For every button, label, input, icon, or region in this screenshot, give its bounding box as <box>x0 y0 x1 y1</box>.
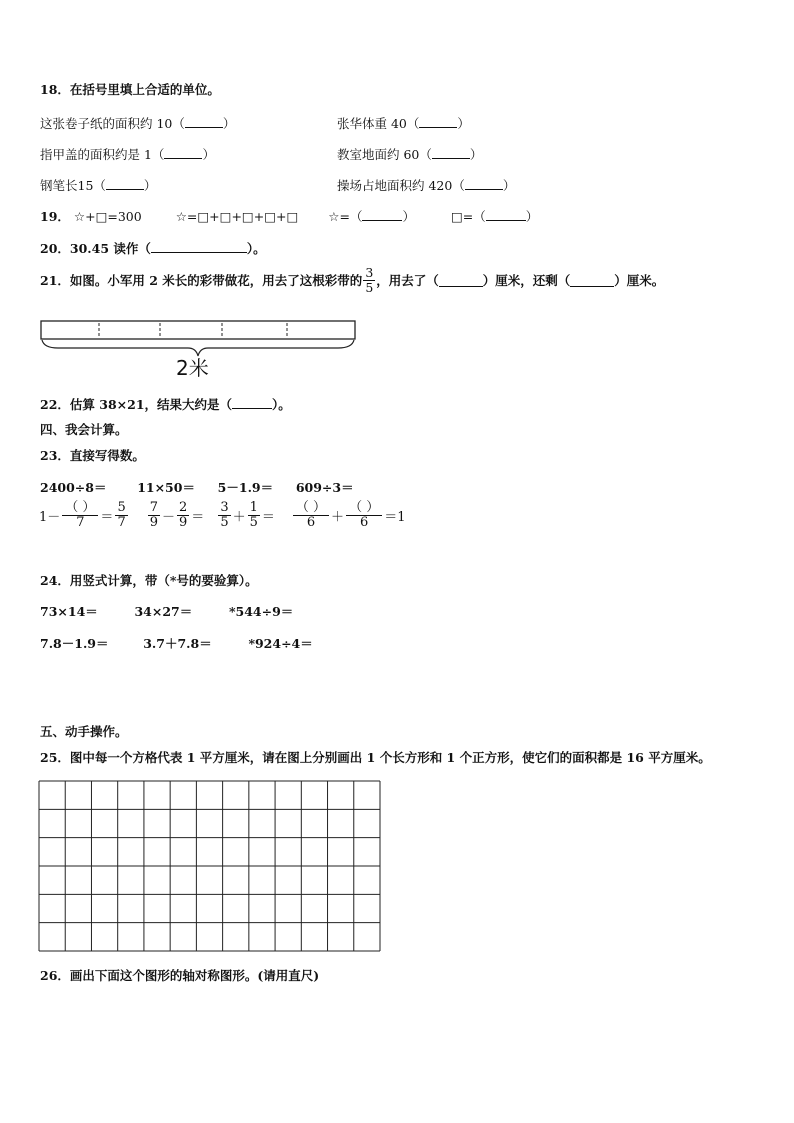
answer-blank[interactable] <box>486 208 526 221</box>
answer-blank[interactable] <box>151 240 247 253</box>
q22-line: 22．估算 38×21，结果大约是（ ）。 <box>40 397 291 412</box>
q24-title: 24．用竖式计算，带（*号的要验算）。 <box>40 573 258 588</box>
answer-blank[interactable] <box>419 115 457 128</box>
q23-title: 23．直接写得数。 <box>40 448 145 463</box>
answer-blank[interactable] <box>432 146 470 159</box>
q21-line: 21．如图。小军用 2 米长的彩带做花，用去了这根彩带的 $\frac{3}{5}$ ，用去了（ ）厘米，还剩（ ）厘米。 <box>40 265 665 295</box>
q20-line: 20．30.45 读作（ ）。 <box>40 241 266 256</box>
q19-square: □=（ <box>450 209 486 224</box>
fraction-blank-6: $\frac{( )}{6}$ <box>346 501 382 530</box>
q19-number: 19． <box>40 209 70 224</box>
fraction-blank-7: $\frac{( )}{7}$ <box>62 501 98 530</box>
q18-item-5: 钢笔长15（ ） <box>40 178 157 193</box>
fraction-2-9: $\frac{2}{9}$ <box>179 500 188 530</box>
section-5-heading: 五、动手操作。 <box>40 724 128 739</box>
answer-blank[interactable] <box>465 177 503 190</box>
q23-row2: 1－ $\frac{( )}{7}$ ＝ $\frac{5}{7}$ $\frac{7}{9}$ － $\frac{2}{9}$ ＝ $\frac{3}{5}$ ＋ $\frac{1}{5}$ ＝ $\frac{( )}{6}$ ＋ $\frac{( )}{6}$ ＝1 <box>39 500 406 530</box>
answer-blank[interactable] <box>232 396 272 409</box>
fraction-3-5: $\frac{3}{5}$ <box>365 265 374 295</box>
answer-blank[interactable] <box>570 274 614 287</box>
q18-item-4: 教室地面约 60（ ） <box>337 147 483 162</box>
q19-eq2: ☆=□+□+□+□+□ <box>175 209 299 224</box>
q25-title: 25．图中每一个方格代表 1 平方厘米，请在图上分别画出 1 个长方形和 1 个正方形，使它们的面积都是 16 平方厘米。 <box>40 750 711 765</box>
answer-blank[interactable] <box>164 146 202 159</box>
section-4-heading: 四、我会计算。 <box>40 422 128 437</box>
answer-blank[interactable] <box>362 208 402 221</box>
q19-eq1: ☆+□=300 <box>73 209 142 224</box>
q19-line: 19． ☆+□=300 ☆=□+□+□+□+□ ☆=（ ） □=（ ） <box>40 209 539 224</box>
fraction-3-5: $\frac{3}{5}$ <box>220 500 229 530</box>
ribbon-bar <box>41 321 355 339</box>
q24-row2: 7.8－1.9＝ 3.7＋7.8＝ *924÷4＝ <box>40 636 313 651</box>
q18-item-6: 操场占地面积约 420（ ） <box>337 178 516 193</box>
q19-star: ☆=（ <box>328 209 363 224</box>
q18-title: 18．在括号里填上合适的单位。 <box>40 82 220 97</box>
q18-item-3: 指甲盖的面积约是 1（ ） <box>40 147 215 162</box>
fraction-5-7: $\frac{5}{7}$ <box>117 500 126 530</box>
fraction-blank-6: $\frac{( )}{6}$ <box>293 501 329 530</box>
ribbon-brace <box>42 340 354 356</box>
q18-item-2: 张华体重 40（ ） <box>337 116 470 131</box>
q23-row1: 2400÷8＝ 11×50＝ 5－1.9＝ 609÷3＝ <box>40 480 354 495</box>
fraction-1-5: $\frac{1}{5}$ <box>249 500 258 530</box>
ribbon-label: 2米 <box>176 356 209 380</box>
answer-blank[interactable] <box>185 115 223 128</box>
square-grid[interactable] <box>38 780 382 952</box>
q26-title: 26．画出下面这个图形的轴对称图形。(请用直尺) <box>40 968 320 983</box>
q24-row1: 73×14＝ 34×27＝ *544÷9＝ <box>40 604 294 619</box>
fraction-7-9: $\frac{7}{9}$ <box>149 500 158 530</box>
answer-blank[interactable] <box>439 274 483 287</box>
answer-blank[interactable] <box>106 177 144 190</box>
q18-item-1: 这张卷子纸的面积约 10（ ） <box>40 116 236 131</box>
